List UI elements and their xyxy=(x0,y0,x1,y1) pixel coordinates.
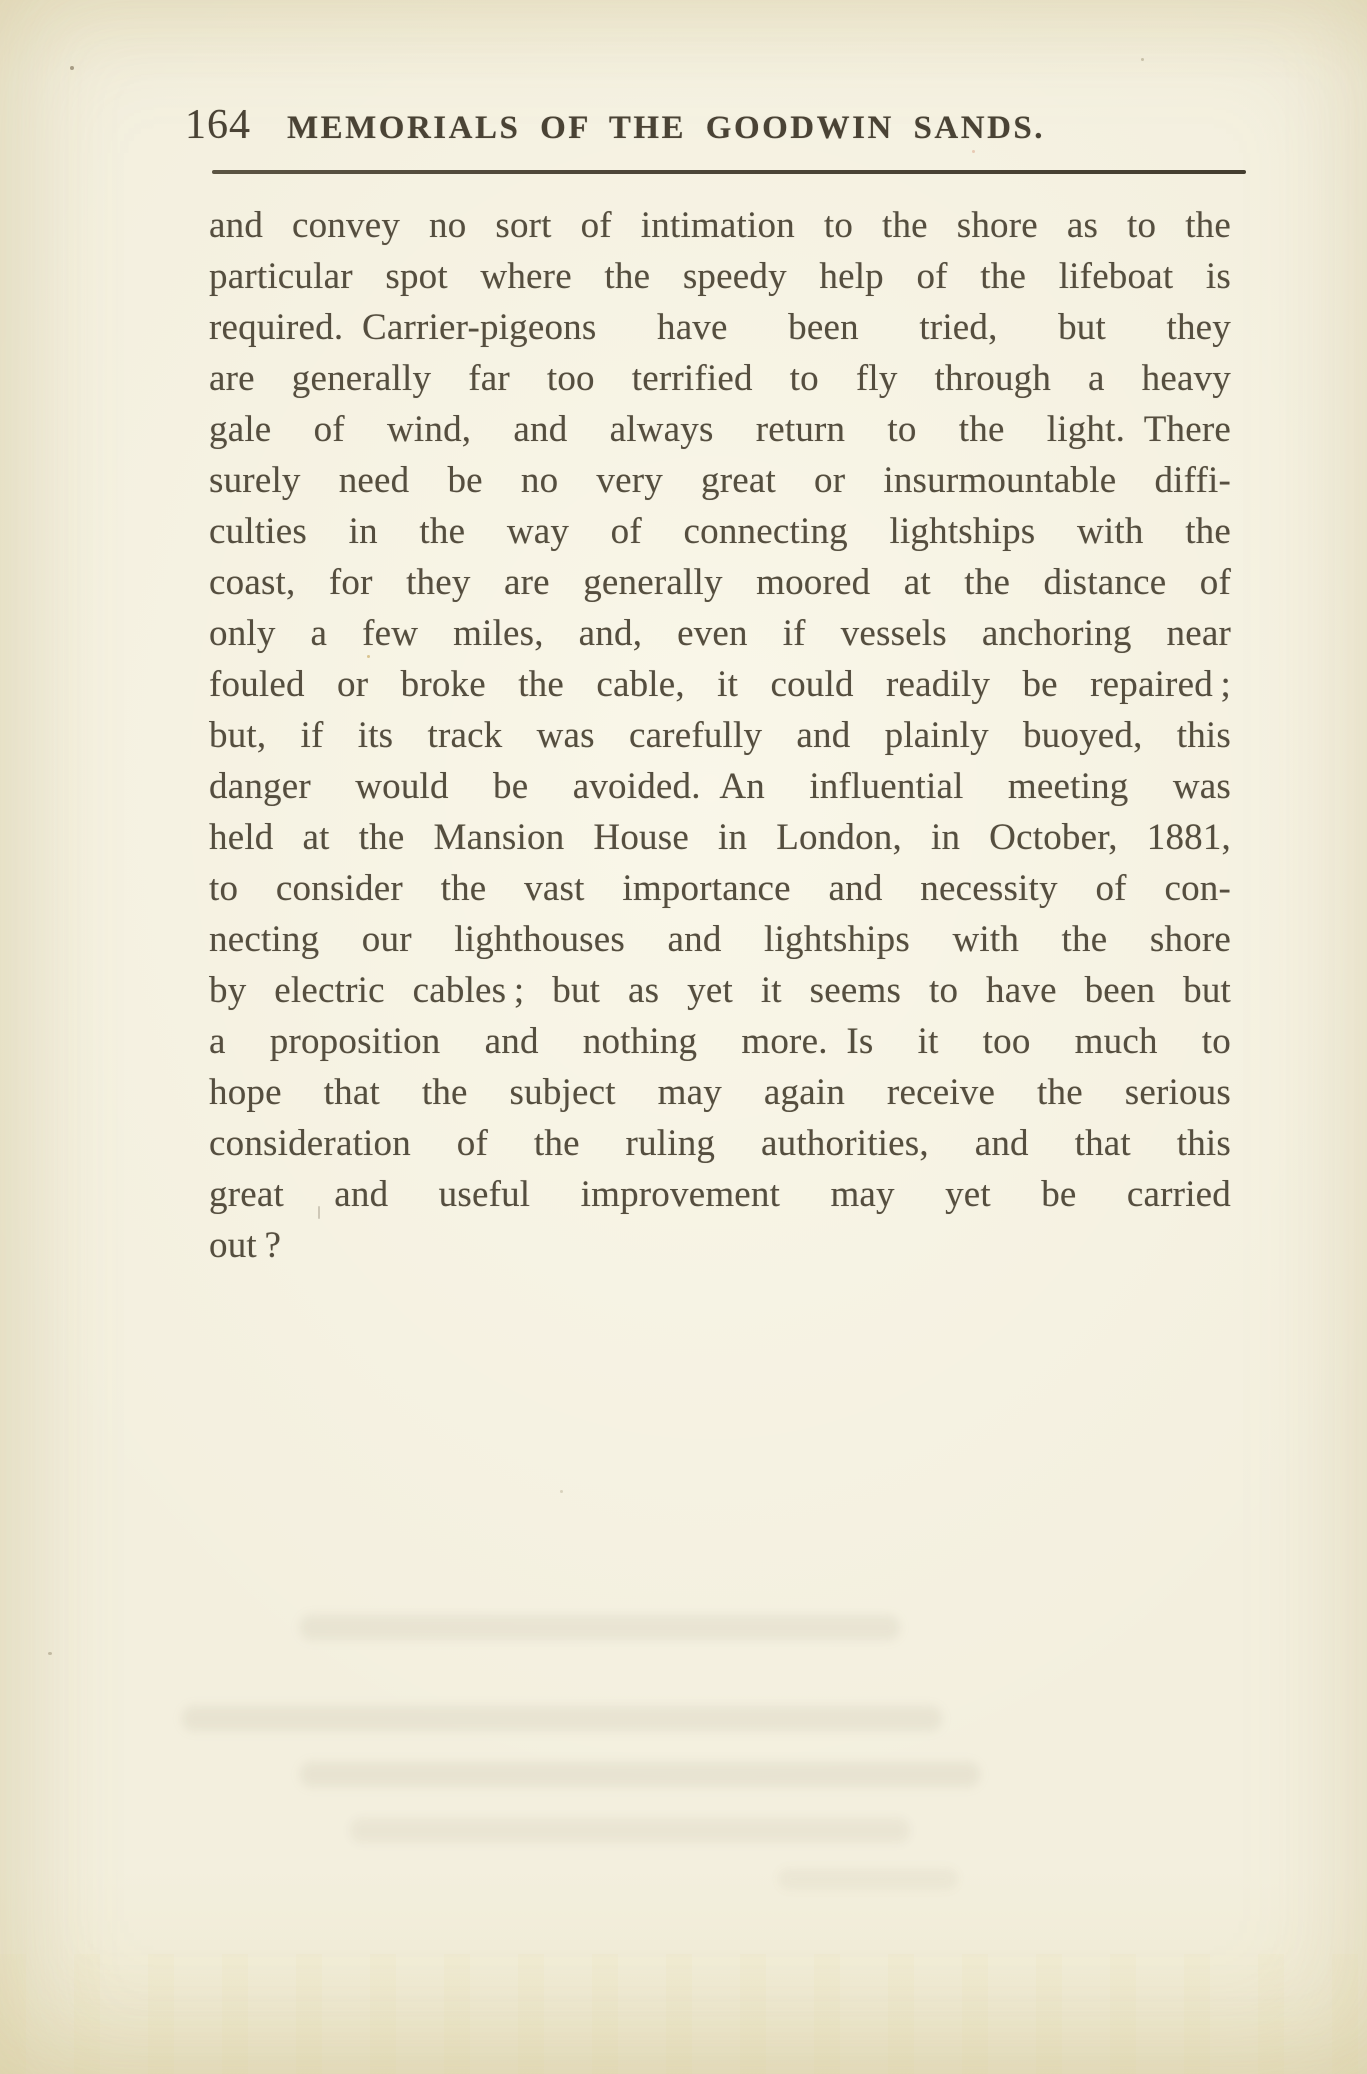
text-line: only a few miles, and, even if vessels anchoring near xyxy=(209,613,1231,654)
text-line: required. Carrier-pigeons have been tried, but they xyxy=(209,307,1231,348)
running-head xyxy=(185,101,1045,152)
text-line: hope that the subject may again receive the serious xyxy=(209,1072,1231,1113)
text-line: out ? xyxy=(209,1225,282,1266)
text-line: consideration of the ruling authorities, and that this xyxy=(209,1123,1231,1164)
text-line: coast, for they are generally moored at the distance of xyxy=(209,562,1231,603)
bleedthrough-mark xyxy=(300,1762,980,1787)
page-number: 164 xyxy=(185,102,251,148)
text-line: fouled or broke the cable, it could readily be repaired ; xyxy=(209,664,1231,705)
text-line: particular spot where the speedy help of the lifeboat is xyxy=(209,256,1231,297)
paper-speck xyxy=(560,1490,563,1493)
text-line: surely need be no very great or insurmountable diffi- xyxy=(209,460,1231,501)
text-line: held at the Mansion House in London, in October, 1881, xyxy=(209,817,1231,858)
paper-texture xyxy=(0,1954,1367,2074)
text-line: necting our lighthouses and lightships with the shore xyxy=(209,919,1231,960)
header-rule xyxy=(212,170,1246,174)
bleedthrough-mark xyxy=(778,1868,958,1890)
bleedthrough-mark xyxy=(350,1818,910,1843)
text-line: to consider the vast importance and necessity of con- xyxy=(209,868,1231,909)
paper-speck xyxy=(48,1652,52,1655)
text-line: but, if its track was carefully and plainly buoyed, this xyxy=(209,715,1231,756)
text-line: are generally far too terrified to fly through a heavy xyxy=(209,358,1231,399)
paper-speck xyxy=(70,66,74,70)
paper-speck xyxy=(1141,58,1144,61)
text-line: culties in the way of connecting lightships with the xyxy=(209,511,1231,552)
text-line: by electric cables ; but as yet it seems to have been but xyxy=(209,970,1231,1011)
bleedthrough-mark xyxy=(300,1615,900,1640)
text-line: a proposition and nothing more. Is it too much to xyxy=(209,1021,1231,1062)
text-line: and convey no sort of intimation to the shore as to the xyxy=(209,205,1231,246)
text-line: danger would be avoided. An influential meeting was xyxy=(209,766,1231,807)
body-text xyxy=(209,200,1231,1271)
text-line: great and useful improvement may yet be carried xyxy=(209,1174,1231,1215)
bleedthrough-mark xyxy=(182,1706,942,1731)
text-line: gale of wind, and always return to the light. There xyxy=(209,409,1231,450)
running-title: MEMORIALS OF THE GOODWIN SANDS. xyxy=(287,110,1045,146)
